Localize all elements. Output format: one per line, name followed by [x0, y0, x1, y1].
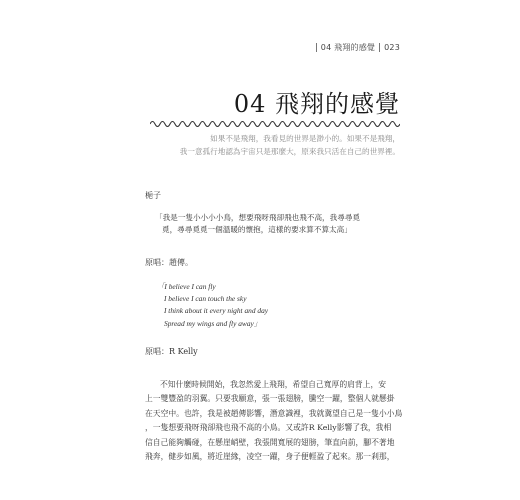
header-page-number: 023: [384, 43, 400, 52]
body-line: 不知什麼時候開始，我忽然愛上飛翔，希望自己寬厚的肩背上，安: [160, 380, 387, 389]
body-line: 飛奔，健步如風，將近崖緣，凌空一躍，身子便輕盈了起來。那一剎那，: [145, 452, 395, 462]
intro-line: 我一意孤行地認為宇宙只是那麼大，原來我只活在自己的世界裡。: [179, 147, 400, 156]
chinese-lyrics: [155, 212, 415, 236]
lyric-line: 覓，尋尋覓覓一個溫暖的懷抱，這樣的要求算不算太高」: [162, 225, 352, 234]
lyric-line: I believe I can touch the sky: [164, 294, 247, 304]
intro-line: 如果不是飛翔，我看見的世界是渺小的。如果不是飛翔，: [210, 134, 400, 143]
wave-divider: [150, 118, 400, 130]
lyric-line: Spread my wings and fly away」: [164, 318, 262, 328]
lyric-line: 「I believe I can fly: [157, 282, 216, 291]
body-line: 在天空中。也許，我是被趙傳影響，潛意識裡，我就冀望自己是一隻小小鳥: [145, 408, 403, 418]
header-divider-left: [316, 43, 317, 52]
running-header: [316, 42, 400, 53]
original-singer-credit: 原唱：趙傳。: [145, 258, 193, 267]
original-singer-credit: 原唱：R Kelly: [145, 347, 198, 356]
body-line: ，一隻想要飛呀飛卻飛也飛不高的小鳥。又或許R Kelly影響了我，我相: [145, 423, 392, 433]
body-paragraph: [145, 378, 405, 464]
song-title: 梔子: [145, 191, 161, 200]
lyric-line: I think about it every night and day: [164, 306, 269, 316]
chapter-intro: [130, 132, 400, 158]
header-divider-right: [379, 43, 380, 52]
chapter-title: 04 飛翔的感覺: [233, 90, 400, 118]
header-section-title: 04 飛翔的感覺: [320, 43, 376, 52]
body-line: 信自己能夠觸碰，在懸崖峭壁，我張開寬展的翅膀，筆直向前，腳不著地: [145, 437, 395, 447]
english-lyrics: [157, 281, 268, 330]
body-line: 上一雙豐盈的羽翼。只要我願意，張一張翅膀，騰空一躍，整個人就懸掛: [145, 394, 395, 404]
lyric-line: 「我是一隻小小小小鳥，想要飛呀飛卻飛也飛不高，我尋尋覓: [155, 213, 361, 222]
